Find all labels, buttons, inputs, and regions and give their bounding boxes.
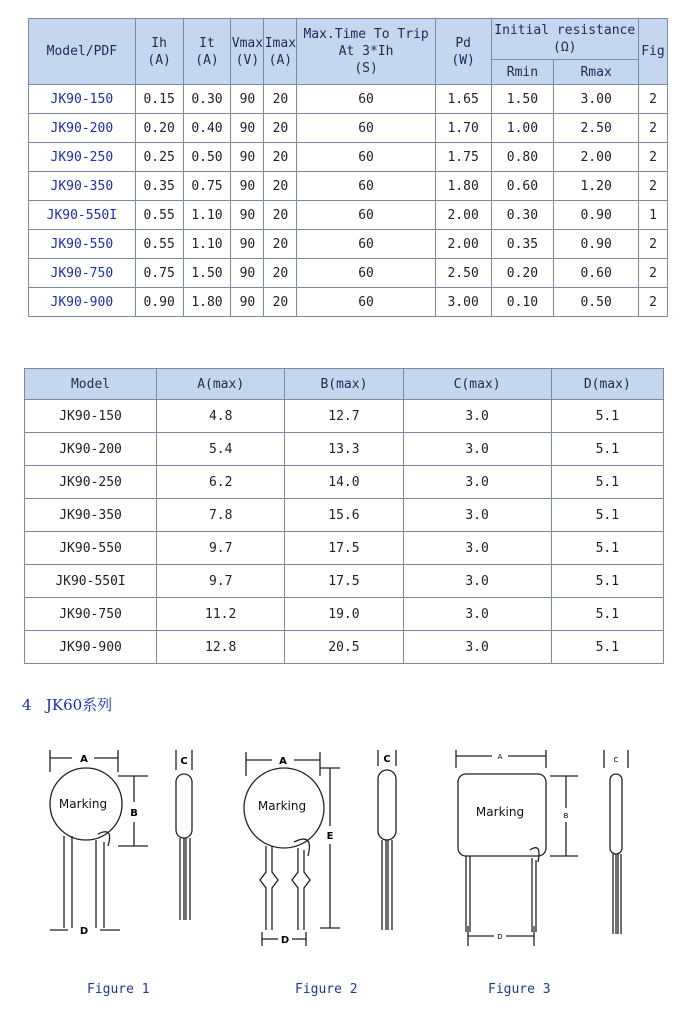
cell-rmax: 2.00 xyxy=(554,143,639,172)
cell-model: JK90-900 xyxy=(25,631,157,664)
cell-ih: 0.35 xyxy=(135,172,183,201)
cell-b: 17.5 xyxy=(285,532,403,565)
cell-imax: 20 xyxy=(264,230,297,259)
cell-pd: 2.00 xyxy=(435,201,491,230)
cell-trip: 60 xyxy=(297,201,435,230)
cell-a: 9.7 xyxy=(157,565,285,598)
cell-b: 13.3 xyxy=(285,433,403,466)
cell-model: JK90-150 xyxy=(25,400,157,433)
cell-c: 3.0 xyxy=(403,499,551,532)
table-row xyxy=(29,201,668,230)
table-row xyxy=(25,631,664,664)
section-title xyxy=(22,694,112,715)
cell-rmax: 0.90 xyxy=(554,230,639,259)
electrical-spec-table xyxy=(28,18,668,317)
col-it: It (A) xyxy=(183,19,231,85)
cell-d: 5.1 xyxy=(551,631,663,664)
cell-model: JK90-200 xyxy=(29,114,136,143)
table-row xyxy=(29,85,668,114)
col-trip-time: Max.Time To Trip At 3*Ih (S) xyxy=(297,19,435,85)
cell-fig: 2 xyxy=(638,230,667,259)
cell-a: 9.7 xyxy=(157,532,285,565)
table-row xyxy=(25,565,664,598)
cell-a: 12.8 xyxy=(157,631,285,664)
table-row xyxy=(25,499,664,532)
figure-3-drawing xyxy=(446,746,656,956)
cell-vmax: 90 xyxy=(231,230,264,259)
cell-c: 3.0 xyxy=(403,400,551,433)
cell-it: 0.50 xyxy=(183,143,231,172)
cell-a: 11.2 xyxy=(157,598,285,631)
dimension-table xyxy=(24,368,664,664)
cell-it: 1.10 xyxy=(183,201,231,230)
cell-fig: 1 xyxy=(638,201,667,230)
cell-d: 5.1 xyxy=(551,598,663,631)
cell-trip: 60 xyxy=(297,172,435,201)
col-initial-resistance: Initial resistance (Ω) xyxy=(491,19,638,60)
cell-vmax: 90 xyxy=(231,288,264,317)
cell-c: 3.0 xyxy=(403,631,551,664)
cell-trip: 60 xyxy=(297,143,435,172)
cell-b: 20.5 xyxy=(285,631,403,664)
cell-trip: 60 xyxy=(297,85,435,114)
cell-it: 1.50 xyxy=(183,259,231,288)
cell-fig: 2 xyxy=(638,172,667,201)
col-c-max: C(max) xyxy=(403,369,551,400)
table-row xyxy=(25,532,664,565)
dim-a-label: A xyxy=(497,753,503,761)
cell-rmin: 0.60 xyxy=(491,172,554,201)
cell-rmax: 1.20 xyxy=(554,172,639,201)
cell-trip: 60 xyxy=(297,230,435,259)
cell-model: JK90-250 xyxy=(29,143,136,172)
cell-b: 14.0 xyxy=(285,466,403,499)
cell-imax: 20 xyxy=(264,114,297,143)
col-ih: Ih (A) xyxy=(135,19,183,85)
cell-b: 19.0 xyxy=(285,598,403,631)
col-model: Model xyxy=(25,369,157,400)
table-row xyxy=(25,433,664,466)
marking-label: Marking xyxy=(257,799,307,813)
cell-b: 12.7 xyxy=(285,400,403,433)
figure-3-caption: Figure 3 xyxy=(488,982,551,997)
cell-vmax: 90 xyxy=(231,85,264,114)
cell-rmin: 0.30 xyxy=(491,201,554,230)
dim-a-label: A xyxy=(279,756,287,767)
cell-d: 5.1 xyxy=(551,532,663,565)
cell-pd: 1.80 xyxy=(435,172,491,201)
figure-1-drawing xyxy=(36,742,206,952)
cell-it: 1.80 xyxy=(183,288,231,317)
dim-b-label: B xyxy=(563,812,569,820)
col-imax: Imax (A) xyxy=(264,19,297,85)
cell-model: JK90-550I xyxy=(29,201,136,230)
cell-ih: 0.90 xyxy=(135,288,183,317)
cell-pd: 2.00 xyxy=(435,230,491,259)
cell-rmax: 0.60 xyxy=(554,259,639,288)
cell-fig: 2 xyxy=(638,259,667,288)
col-fig: Fig xyxy=(638,19,667,85)
figure-1-caption: Figure 1 xyxy=(87,982,150,997)
cell-b: 17.5 xyxy=(285,565,403,598)
cell-c: 3.0 xyxy=(403,598,551,631)
cell-ih: 0.25 xyxy=(135,143,183,172)
dim-c-label: C xyxy=(180,756,188,767)
dim-b-label: B xyxy=(130,808,138,819)
cell-fig: 2 xyxy=(638,114,667,143)
table-row xyxy=(25,598,664,631)
dim-a-label: A xyxy=(80,754,88,765)
dim-e-label: E xyxy=(326,831,334,842)
cell-model: JK90-200 xyxy=(25,433,157,466)
cell-fig: 2 xyxy=(638,143,667,172)
cell-rmin: 1.50 xyxy=(491,85,554,114)
dim-d-label: D xyxy=(280,935,290,946)
cell-c: 3.0 xyxy=(403,433,551,466)
cell-pd: 3.00 xyxy=(435,288,491,317)
col-rmin: Rmin xyxy=(491,60,554,85)
col-rmax: Rmax xyxy=(554,60,639,85)
cell-pd: 1.70 xyxy=(435,114,491,143)
cell-a: 4.8 xyxy=(157,400,285,433)
dim-c-label: C xyxy=(613,756,619,764)
col-d-max: D(max) xyxy=(551,369,663,400)
cell-d: 5.1 xyxy=(551,466,663,499)
cell-a: 6.2 xyxy=(157,466,285,499)
cell-d: 5.1 xyxy=(551,400,663,433)
cell-ih: 0.15 xyxy=(135,85,183,114)
cell-imax: 20 xyxy=(264,85,297,114)
cell-model: JK90-250 xyxy=(25,466,157,499)
figure-2-caption: Figure 2 xyxy=(295,982,358,997)
cell-model: JK90-150 xyxy=(29,85,136,114)
cell-pd: 1.75 xyxy=(435,143,491,172)
cell-model: JK90-550 xyxy=(29,230,136,259)
dim-d-label: D xyxy=(79,926,89,937)
table-row xyxy=(29,143,668,172)
cell-rmax: 0.50 xyxy=(554,288,639,317)
cell-imax: 20 xyxy=(264,172,297,201)
table-row xyxy=(25,466,664,499)
cell-vmax: 90 xyxy=(231,201,264,230)
cell-vmax: 90 xyxy=(231,259,264,288)
cell-model: JK90-750 xyxy=(25,598,157,631)
cell-model: JK90-350 xyxy=(29,172,136,201)
cell-ih: 0.20 xyxy=(135,114,183,143)
cell-fig: 2 xyxy=(638,288,667,317)
marking-label: Marking xyxy=(475,805,525,819)
cell-rmin: 1.00 xyxy=(491,114,554,143)
col-vmax: Vmax (V) xyxy=(231,19,264,85)
cell-c: 3.0 xyxy=(403,565,551,598)
col-model: Model/PDF xyxy=(29,19,136,85)
dim-d-label: D xyxy=(497,933,503,941)
cell-pd: 2.50 xyxy=(435,259,491,288)
dim-c-label: C xyxy=(383,754,391,765)
cell-it: 0.75 xyxy=(183,172,231,201)
cell-ih: 0.55 xyxy=(135,201,183,230)
cell-ih: 0.75 xyxy=(135,259,183,288)
cell-imax: 20 xyxy=(264,143,297,172)
figure-2-drawing xyxy=(232,746,422,956)
cell-fig: 2 xyxy=(638,85,667,114)
cell-a: 5.4 xyxy=(157,433,285,466)
cell-trip: 60 xyxy=(297,259,435,288)
cell-model: JK90-900 xyxy=(29,288,136,317)
cell-c: 3.0 xyxy=(403,466,551,499)
col-pd: Pd (W) xyxy=(435,19,491,85)
table-row xyxy=(29,230,668,259)
cell-rmin: 0.80 xyxy=(491,143,554,172)
cell-trip: 60 xyxy=(297,288,435,317)
table-row xyxy=(29,172,668,201)
table-row xyxy=(25,400,664,433)
cell-ih: 0.55 xyxy=(135,230,183,259)
cell-imax: 20 xyxy=(264,259,297,288)
cell-rmin: 0.20 xyxy=(491,259,554,288)
cell-rmin: 0.35 xyxy=(491,230,554,259)
cell-rmin: 0.10 xyxy=(491,288,554,317)
cell-pd: 1.65 xyxy=(435,85,491,114)
cell-trip: 60 xyxy=(297,114,435,143)
section-number: 4 xyxy=(22,696,32,714)
cell-b: 15.6 xyxy=(285,499,403,532)
cell-it: 0.40 xyxy=(183,114,231,143)
table-row xyxy=(29,288,668,317)
cell-it: 1.10 xyxy=(183,230,231,259)
cell-vmax: 90 xyxy=(231,143,264,172)
cell-vmax: 90 xyxy=(231,172,264,201)
cell-d: 5.1 xyxy=(551,433,663,466)
col-b-max: B(max) xyxy=(285,369,403,400)
cell-imax: 20 xyxy=(264,288,297,317)
col-a-max: A(max) xyxy=(157,369,285,400)
cell-model: JK90-550I xyxy=(25,565,157,598)
cell-c: 3.0 xyxy=(403,532,551,565)
cell-rmax: 0.90 xyxy=(554,201,639,230)
table-row xyxy=(29,259,668,288)
section-name: JK60系列 xyxy=(45,696,113,714)
cell-rmax: 2.50 xyxy=(554,114,639,143)
cell-d: 5.1 xyxy=(551,565,663,598)
cell-a: 7.8 xyxy=(157,499,285,532)
cell-it: 0.30 xyxy=(183,85,231,114)
cell-imax: 20 xyxy=(264,201,297,230)
table-row xyxy=(29,114,668,143)
cell-vmax: 90 xyxy=(231,114,264,143)
cell-d: 5.1 xyxy=(551,499,663,532)
cell-model: JK90-750 xyxy=(29,259,136,288)
cell-model: JK90-550 xyxy=(25,532,157,565)
marking-label: Marking xyxy=(58,797,108,811)
cell-rmax: 3.00 xyxy=(554,85,639,114)
cell-model: JK90-350 xyxy=(25,499,157,532)
